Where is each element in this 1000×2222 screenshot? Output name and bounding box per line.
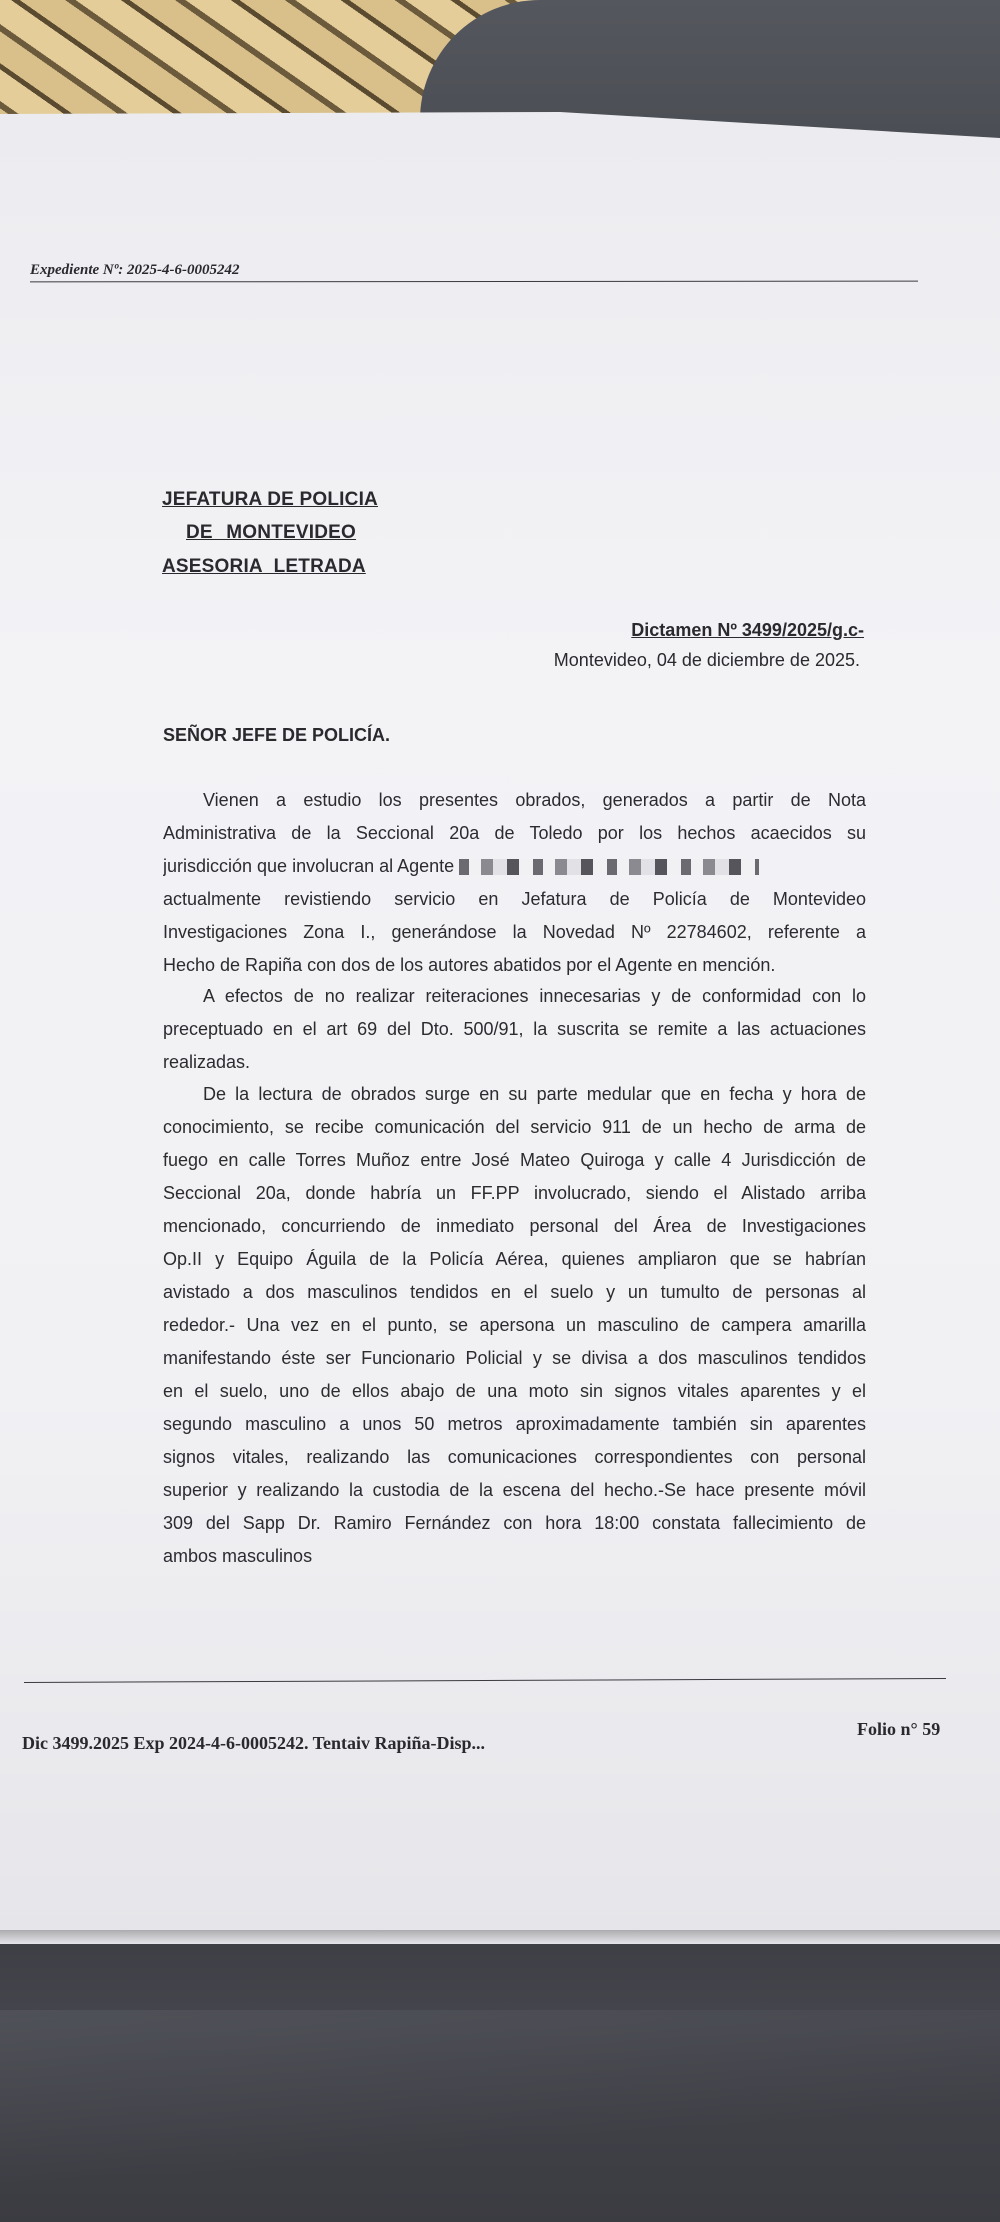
paragraph-line: Administrativa de la Seccional 20a de Toledo por los hechos acaecidos su: [163, 823, 866, 843]
paragraph-line: 309 del Sapp Dr. Ramiro Fernández con hora 18:00 constata fallecimiento de: [163, 1513, 866, 1533]
dictamen-date: Montevideo, 04 de diciembre de 2025.: [553, 650, 860, 670]
paragraph-line: ambos masculinos: [163, 1546, 313, 1566]
paragraph-line: actualmente revistiendo servicio en Jefatura de Policía de Montevideo: [163, 889, 866, 909]
salutation: SEÑOR JEFE DE POLICÍA.: [163, 725, 391, 745]
paragraph-line: preceptuado en el art 69 del Dto. 500/91, la suscrita se remite a las actuaciones: [163, 1019, 866, 1039]
paragraph-line: superior y realizando la custodia de la escena del hecho.-Se hace presente móvil: [163, 1480, 866, 1500]
paragraph-line: A efectos de no realizar reiteraciones innecesarias y de conformidad con lo: [203, 986, 866, 1006]
paragraph-line: Hecho de Rapiña con dos de los autores abatidos por el Agente en mención.: [163, 955, 776, 975]
paragraph-line: [163, 850, 866, 883]
institution-line-1: JEFATURA DE POLICIA: [162, 489, 378, 510]
paragraph-line: fuego en calle Torres Muñoz entre José Mateo Quiroga y calle 4 Jurisdicción de: [163, 1150, 866, 1170]
paragraph-line: avistado a dos masculinos tendidos en el suelo y un tumulto de personas al: [163, 1282, 866, 1302]
paragraph-line: realizadas.: [163, 1052, 251, 1072]
paragraph-2: [163, 980, 866, 1079]
institution-line-3: ASESORIA LETRADA: [162, 556, 366, 577]
paragraph-line: segundo masculino a unos 50 metros aproximadamente también sin aparentes: [163, 1414, 866, 1434]
sheet-shadow: [0, 1930, 1000, 1944]
paragraph-line: rededor.- Una vez en el punto, se apersona un masculino de campera amarilla: [163, 1315, 866, 1335]
paragraph-line: en el suelo, uno de ellos abajo de una moto sin signos vitales aparentes y el: [163, 1381, 866, 1401]
expediente-header: Expediente Nº: 2025-4-6-0005242: [30, 262, 240, 278]
paragraph-1: [163, 784, 866, 982]
institution-line-2: DE MONTEVIDEO: [186, 522, 357, 543]
paragraph-line: Op.II y Equipo Águila de la Policía Aérea, quienes ampliaron que se habrían: [163, 1249, 866, 1269]
paragraph-line: Investigaciones Zona I., generándose la Novedad Nº 22784602, referente a: [163, 922, 866, 942]
paragraph-line: manifestando éste ser Funcionario Policial y se divisa a dos masculinos tendidos: [163, 1348, 866, 1368]
redacted-name: [459, 859, 759, 875]
folio-number: Folio n° 59: [857, 1719, 941, 1739]
dictamen-number: Dictamen Nº 3499/2025/g.c-: [631, 620, 864, 640]
paragraph-3: [163, 1078, 866, 1573]
paragraph-line: Seccional 20a, donde habría un FF.PP involucrado, siendo el Alistado arriba: [163, 1183, 866, 1203]
paragraph-line-text: jurisdicción que involucran al Agente: [163, 856, 455, 876]
paragraph-line: signos vitales, realizando las comunicaciones correspondientes con personal: [163, 1447, 866, 1467]
paragraph-line: conocimiento, se recibe comunicación del servicio 911 de un hecho de arma de: [163, 1117, 866, 1137]
footer-reference: Dic 3499.2025 Exp 2024-4-6-0005242. Tentaiv Rapiña-Disp...: [22, 1733, 486, 1753]
paragraph-line: mencionado, concurriendo de inmediato personal del Área de Investigaciones: [163, 1216, 866, 1236]
paragraph-line: De la lectura de obrados surge en su parte medular que en fecha y hora de: [203, 1084, 866, 1104]
paragraph-line: Vienen a estudio los presentes obrados, generados a partir de Nota: [203, 790, 866, 810]
background-fabric-fold: [0, 2010, 1000, 2222]
